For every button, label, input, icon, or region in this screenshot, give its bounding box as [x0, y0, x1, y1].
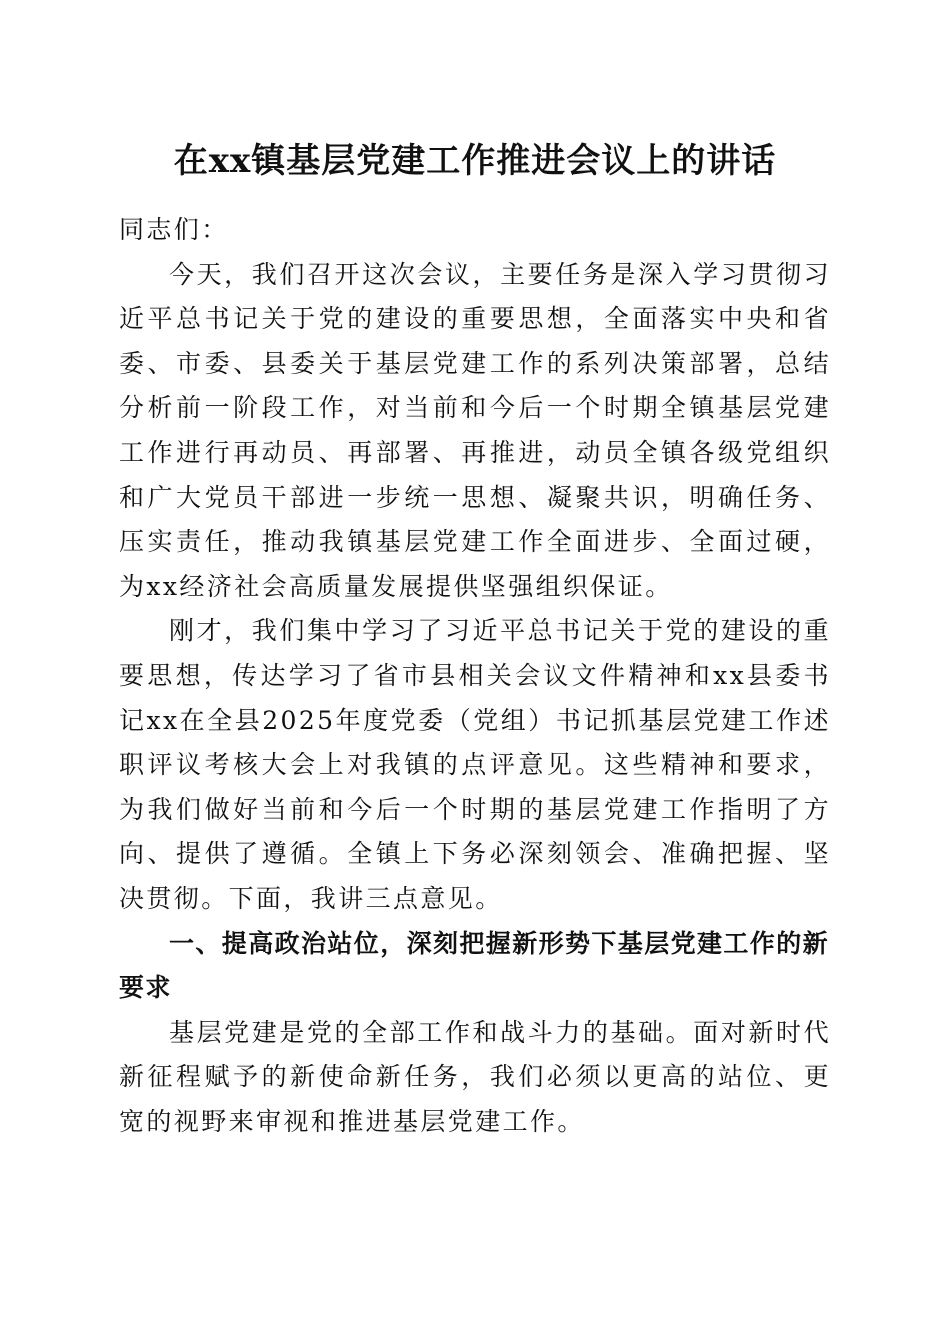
document-body [119, 208, 831, 1144]
paragraph-review: 刚才，我们集中学习了习近平总书记关于党的建设的重要思想，传达学习了省市县相关会议文件精神和xx县委书记xx在全县2025年度党委（党组）书记抓基层党建工作述职评议考核大会上对我镇的点评意见。这些精神和要求，为我们做好当前和今后一个时期的基层党建工作指明了方向、提供了遵循。全镇上下务必深刻领会、准确把握、坚决贯彻。下面，我讲三点意见。 [119, 616, 831, 913]
paragraph-opening: 今天，我们召开这次会议，主要任务是深入学习贯彻习近平总书记关于党的建设的重要思想，全面落实中央和省委、市委、县委关于基层党建工作的系列决策部署，总结分析前一阶段工作，对当前和今后一个时期全镇基层党建工作进行再动员、再部署、再推进，动员全镇各级党组织和广大党员干部进一步统一思想、凝聚共识，明确任务、压实责任，推动我镇基层党建工作全面进步、全面过硬，为xx经济社会高质量发展提供坚强组织保证。 [119, 259, 831, 601]
document-title: 在xx镇基层党建工作推进会议上的讲话 [173, 141, 777, 181]
salutation: 同志们： [119, 215, 229, 244]
section-paragraph: 基层党建是党的全部工作和战斗力的基础。面对新时代新征程赋予的新使命新任务，我们必须以更高的站位、更宽的视野来审视和推进基层党建工作。 [119, 1017, 831, 1136]
section-heading: 一、提高政治站位，深刻把握新形势下基层党建工作的新要求 [119, 928, 830, 1003]
